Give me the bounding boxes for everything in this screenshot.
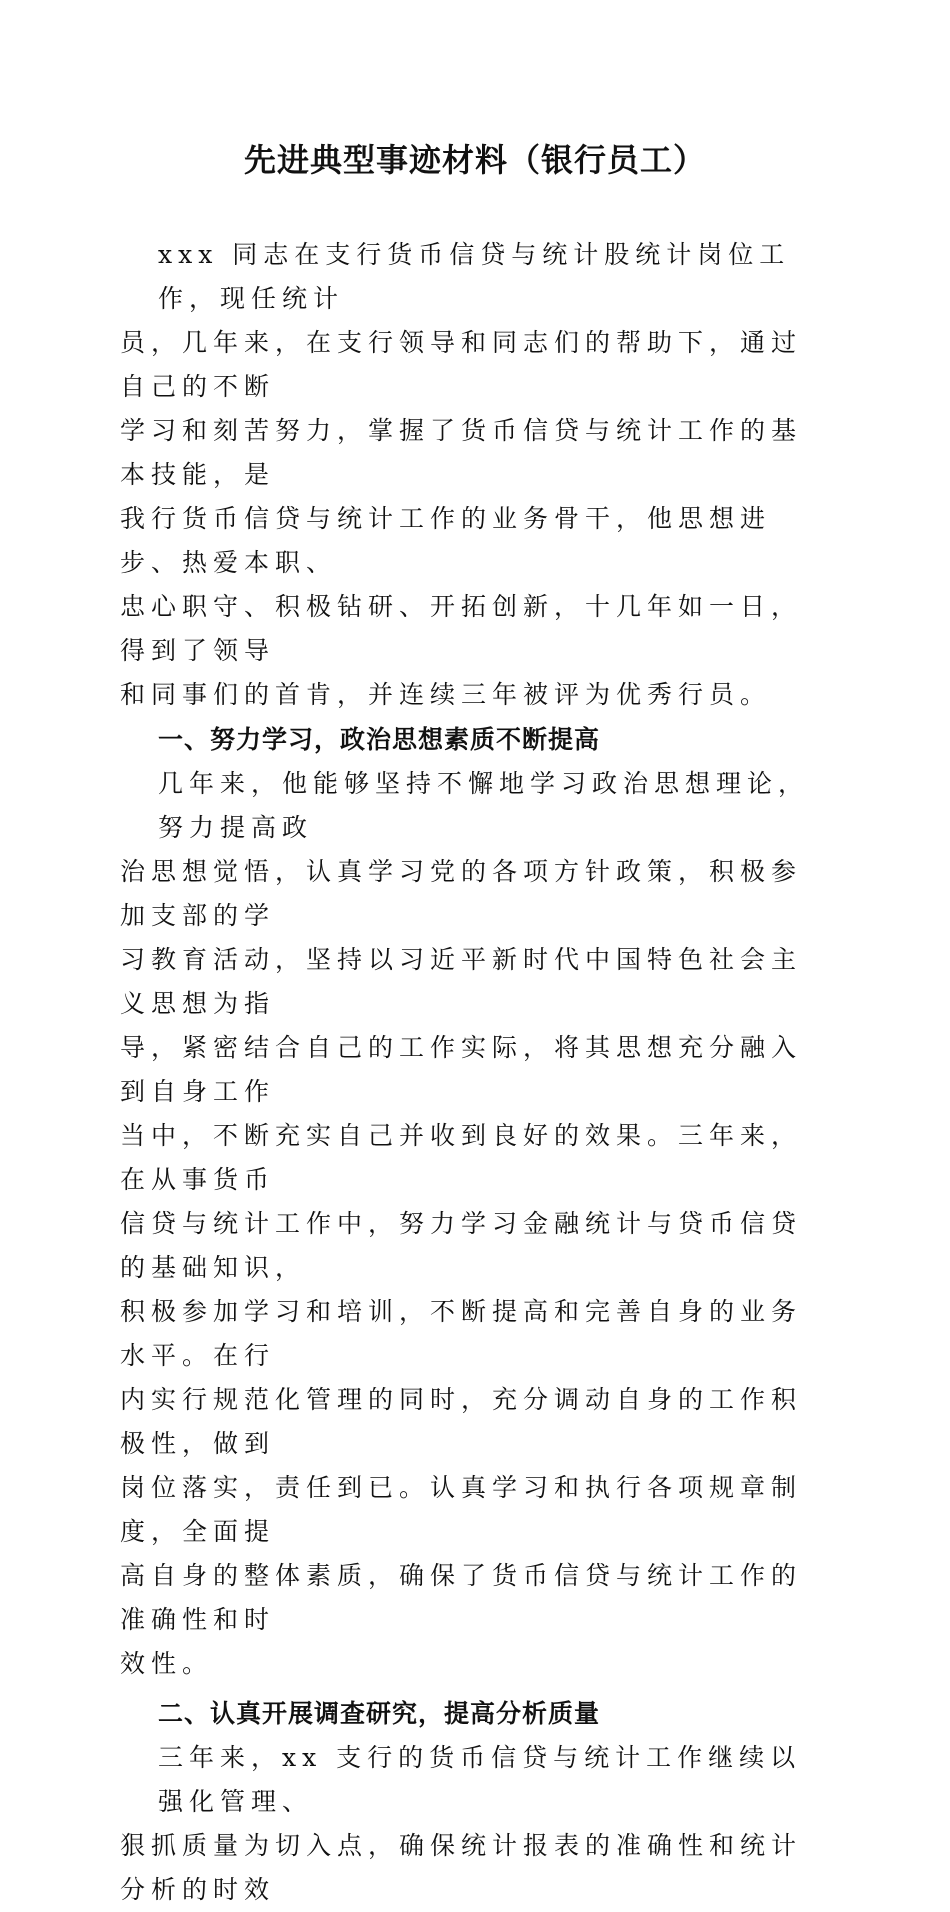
text-line: 员，几年来，在支行领导和同志们的帮助下，通过自己的不断 bbox=[120, 328, 803, 401]
text-line: xxx 同志在支行货币信贷与统计股统计岗位工作，现任统计 bbox=[158, 240, 791, 313]
text-line: 习教育活动，坚持以习近平新时代中国特色社会主义思想为指 bbox=[120, 945, 803, 1018]
text-line: 和同事们的首肯，并连续三年被评为优秀行员。 bbox=[120, 680, 772, 709]
text-line: 当中，不断充实自己并收到良好的效果。三年来，在从事货币 bbox=[120, 1121, 803, 1194]
text-line: 岗位落实，责任到已。认真学习和执行各项规章制度，全面提 bbox=[120, 1473, 803, 1546]
section-1-paragraph bbox=[120, 762, 830, 1686]
text-line: 三年来，xx 支行的货币信贷与统计工作继续以强化管理、 bbox=[158, 1743, 802, 1816]
document-title: 先进典型事迹材料（银行员工） bbox=[243, 141, 706, 179]
text-line: 学习和刻苦努力，掌握了货币信贷与统计工作的基本技能，是 bbox=[120, 416, 803, 489]
text-line: 信贷与统计工作中，努力学习金融统计与贷币信贷的基础知识， bbox=[120, 1209, 803, 1282]
text-line: 我行货币信贷与统计工作的业务骨干，他思想进步、热爱本职、 bbox=[120, 504, 772, 577]
text-line: 导，紧密结合自己的工作实际，将其思想充分融入到自身工作 bbox=[120, 1033, 803, 1106]
text-line: 治思想觉悟，认真学习党的各项方针政策，积极参加支部的学 bbox=[120, 857, 803, 930]
section-2-paragraph bbox=[120, 1736, 830, 1912]
section-heading-2: 二、认真开展调查研究，提高分析质量 bbox=[158, 1699, 601, 1728]
text-line: 狠抓质量为切入点，确保统计报表的准确性和统计分析的时效 bbox=[120, 1831, 803, 1904]
text-line: 几年来，他能够坚持不懈地学习政治思想理论，努力提高政 bbox=[158, 769, 810, 842]
section-heading-1: 一、努力学习，政治思想素质不断提高 bbox=[158, 725, 601, 754]
text-line: 内实行规范化管理的同时，充分调动自身的工作积极性，做到 bbox=[120, 1385, 803, 1458]
text-line: 效性。 bbox=[120, 1649, 214, 1678]
document-body bbox=[120, 233, 830, 1912]
text-line: 积极参加学习和培训，不断提高和完善自身的业务水平。在行 bbox=[120, 1297, 803, 1370]
text-line: 忠心职守、积极钻研、开拓创新，十几年如一日，得到了领导 bbox=[120, 592, 803, 665]
text-line: 高自身的整体素质，确保了货币信贷与统计工作的准确性和时 bbox=[120, 1561, 803, 1634]
intro-paragraph bbox=[120, 233, 830, 717]
